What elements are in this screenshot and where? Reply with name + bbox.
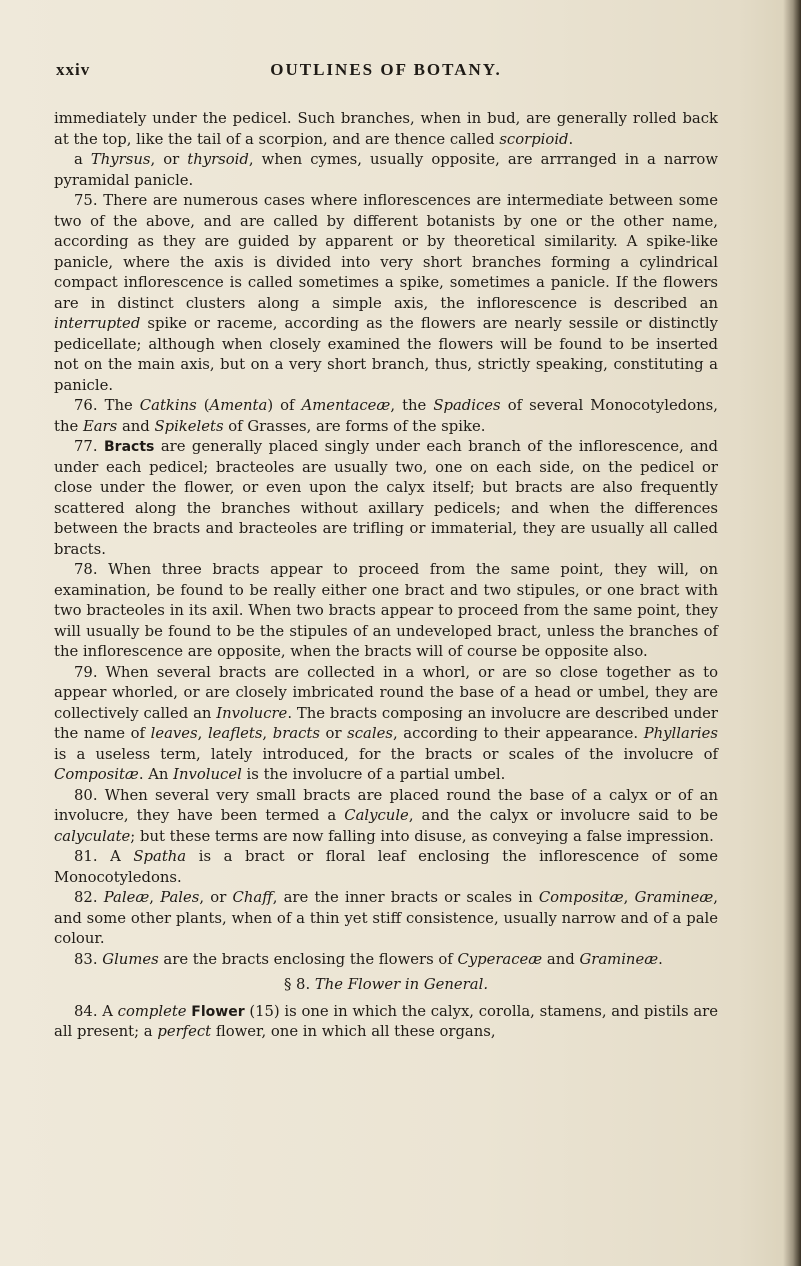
paragraph-82: 82. Paleæ, Pales, or Chaff, are the inner bracts or scales in Compositæ, Gramineæ, and some other plants, when of a thin yet stiff consistence, usually narrow and of a pale colour.: [54, 889, 718, 947]
paragraph-77: 77. Bracts are generally placed singly under each branch of the inflorescence, and under each pedicel; bracteoles are usually two, one on each side, on the pedicel or close under the flower, or even upon the calyx itself; but bracts are also frequently scattered along the branches without axillary pedicels; and when the differences between the bracts and bracteoles are trifling or immaterial, they are usually all called bracts.: [54, 438, 718, 558]
paragraph-79: 79. When several bracts are collected in a whorl, or are so close together as to appear whorled, or are closely imbricated round the base of a head or umbel, they are collectively called an Involucre. The bracts composing an involucre are described under the name of leaves, leaflets, bracts or scales, according to their appearance. Phyllaries is a useless term, lately introduced, for the bracts or scales of the involucre of Compositæ. An Involucel is the involucre of a partial umbel.: [54, 663, 718, 783]
paragraph-84: 84. A complete Flower (15) is one in which the calyx, corolla, stamens, and pistils are all present; a perfect flower, one in which all these organs,: [54, 1002, 718, 1040]
paragraph-83: 83. Glumes are the bracts enclosing the flowers of Cyperaceæ and Gramineæ.: [74, 950, 663, 968]
body-text: [54, 109, 718, 1043]
paragraph-78: 78. When three bracts appear to proceed from the same point, they will, on examination, be found to be really either one bract and two stipules, or one bract with two bracteoles in its axil. When two bracts appear to proceed from the same point, they will usually be found to be the stipules of an undeveloped bract, unless the branches of the inflorescence are opposite, when the bracts will of course be opposite also.: [54, 561, 718, 660]
paragraph-76: 76. The Catkins (Amenta) of Amentaceæ, the Spadices of several Monocotyledons, the Ears and Spikelets of Grasses, are forms of the spike.: [54, 397, 718, 435]
section-heading: § 8. The Flower in General.: [283, 976, 489, 993]
paragraph-75: 75. There are numerous cases where inflorescences are intermediate between some two of the above, and are called by different botanists by one or the other name, according as they are guided by apparent or by theoretical similarity. A spike-like panicle, where the axis is divided into very short branches forming a cylindrical compact inflorescence is called sometimes a spike, sometimes a panicle. If the flowers are in distinct clusters along a simple axis, the inflorescence is described an interrupted spike or raceme, according as the flowers are nearly sessile or distinctly pedicellate; although when closely examined the flowers will be found to be inserted not on the main axis, but on a very short branch, thus, strictly speaking, constituting a panicle.: [54, 192, 718, 394]
paragraph-81: 81. A Spatha is a bract or floral leaf enclosing the inflorescence of some Monocotyledons.: [54, 848, 718, 886]
page-header: [56, 60, 716, 86]
page-number: xxiv: [56, 60, 91, 79]
paragraph-continuation: immediately under the pedicel. Such branches, when in bud, are generally rolled back at the top, like the tail of a scorpion, and are thence called scorpioid.: [54, 110, 718, 148]
running-title: OUTLINES OF BOTANY.: [270, 60, 502, 79]
paragraph-80: 80. When several very small bracts are placed round the base of a calyx or of an involucre, they have been termed a Calycule, and the calyx or involucre said to be calyculate; but these terms are now falling into disuse, as conveying a false impression.: [54, 786, 718, 845]
paragraph-thyrsus: a Thyrsus, or thyrsoid, when cymes, usually opposite, are arrranged in a narrow pyramidal panicle.: [54, 151, 719, 189]
page-edge-shadow: [783, 0, 801, 1266]
